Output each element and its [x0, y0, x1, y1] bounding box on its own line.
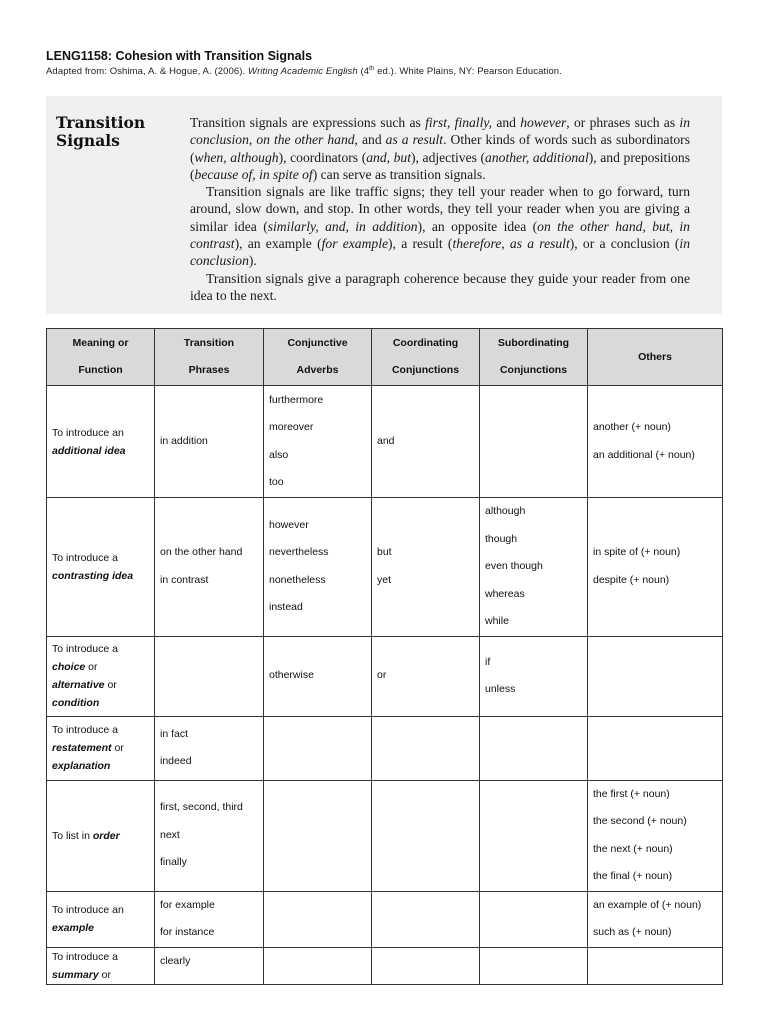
meaning-emphasis — [52, 679, 105, 691]
meaning-line — [52, 966, 149, 984]
cell-item: yet — [377, 573, 392, 586]
phrases-cell — [155, 891, 264, 947]
meaning-text: To list in — [52, 829, 93, 842]
meaning-emphasis-text: additional idea — [52, 444, 126, 457]
meaning-emphasis — [52, 661, 85, 673]
meaning-cell — [47, 780, 155, 891]
excerpt-text: ). — [248, 253, 257, 269]
citation-prefix: Adapted from: Oshima, A. & Hogue, A. (2006). — [46, 66, 248, 77]
meaning-emphasis-text: contrasting idea — [52, 569, 134, 582]
others-cell — [588, 498, 723, 637]
meaning-text: or — [111, 742, 124, 754]
meaning-line — [52, 739, 149, 757]
adverbs-cell — [264, 716, 372, 780]
column-header-line: Phrases — [188, 364, 230, 376]
excerpt-italic-text: when, although — [194, 149, 279, 165]
column-header — [372, 329, 480, 386]
excerpt-italic-text: therefore, as a result — [452, 236, 570, 252]
meaning-text: or — [85, 661, 98, 673]
cell-item: although — [485, 505, 526, 517]
meaning-emphasis — [52, 969, 99, 981]
excerpt-text: Transition signals are like traffic signs; they tell your reader when to go forward, turn around, slow down, and stop. In other words, they tell your reader when you are giving a similar idea ( — [190, 184, 690, 234]
document-title: LENG1158: Cohesion with Transition Signals — [46, 49, 313, 63]
excerpt-text: ), a result ( — [388, 236, 453, 252]
cell-item: an additional (+ noun) — [593, 448, 695, 461]
excerpt-italic-text: as a result — [385, 132, 444, 148]
meaning-line — [52, 901, 149, 919]
others-cell — [588, 947, 723, 984]
coordinating-cell — [372, 780, 480, 891]
meaning-text: or — [104, 679, 117, 691]
phrases-cell — [155, 716, 264, 780]
subordinating-cell — [480, 386, 588, 498]
meaning-line — [52, 549, 149, 567]
meaning-cell — [47, 386, 155, 498]
excerpt-text: ), coordinators ( — [278, 149, 367, 165]
column-header — [588, 329, 723, 386]
coordinating-cell — [372, 891, 480, 947]
cell-item: another (+ noun) — [593, 421, 671, 433]
cell-item: and — [377, 434, 395, 447]
excerpt-italic-text: because of, in spite of — [194, 166, 313, 182]
phrases-cell — [155, 386, 264, 498]
meaning-emphasis — [52, 760, 110, 772]
column-header-line: Coordinating — [392, 337, 459, 349]
cell-item: finally — [160, 856, 187, 869]
cell-item: the first (+ noun) — [593, 787, 670, 800]
meaning-text: To introduce a — [52, 950, 118, 963]
cell-item: in fact — [160, 727, 189, 740]
phrases-cell — [155, 947, 264, 984]
others-cell — [588, 716, 723, 780]
adverbs-cell — [264, 947, 372, 984]
excerpt-italic-text: however — [520, 115, 567, 130]
subordinating-cell — [480, 716, 588, 780]
meaning-emphasis-text: explanation — [52, 760, 111, 772]
meaning-text: To introduce a — [52, 551, 118, 564]
meaning-line — [52, 567, 149, 585]
meaning-line — [52, 658, 149, 676]
coordinating-cell — [372, 498, 480, 637]
excerpt-text: ), an example ( — [234, 236, 322, 252]
cell-item: on the other hand — [160, 546, 243, 559]
excerpt-italic-text: first, finally, — [425, 115, 493, 130]
column-header-line: Conjunctions — [499, 364, 568, 376]
column-header — [155, 329, 264, 386]
excerpt-italic-text: for example — [321, 236, 389, 252]
meaning-line — [52, 757, 149, 775]
cell-item: instead — [269, 601, 303, 614]
coordinating-cell — [372, 386, 480, 498]
meaning-line — [52, 640, 149, 658]
excerpt-text: , or phrases such as — [566, 115, 680, 130]
meaning-emphasis-text: alternative — [52, 679, 105, 691]
subordinating-cell — [480, 780, 588, 891]
adverbs-cell — [264, 891, 372, 947]
coordinating-cell — [372, 636, 480, 716]
meaning-emphasis — [93, 830, 120, 842]
table-row — [47, 891, 723, 947]
meaning-emphasis-text: restatement — [52, 742, 112, 754]
cell-item: while — [485, 615, 509, 627]
meaning-cell — [47, 716, 155, 780]
excerpt-text: Transition signals give a paragraph coherence because they guide your reader from one idea to the next. — [190, 270, 690, 303]
textbook-excerpt — [46, 96, 722, 314]
meaning-line — [52, 721, 149, 739]
cell-item: next — [160, 828, 180, 841]
meaning-cell — [47, 947, 155, 984]
excerpt-text: . Other kinds of words such as subordinators ( — [190, 132, 690, 165]
cell-item: the next (+ noun) — [593, 842, 673, 855]
citation-edition-open: (4 — [357, 66, 370, 77]
adverbs-cell — [264, 498, 372, 637]
excerpt-italic-text: in conclusion — [190, 236, 690, 269]
coordinating-cell — [372, 716, 480, 780]
table-header-row — [47, 329, 723, 386]
cell-item: the final (+ noun) — [593, 870, 673, 882]
subordinating-cell — [480, 498, 588, 637]
meaning-emphasis-text: example — [52, 922, 95, 934]
cell-item: in spite of (+ noun) — [593, 546, 681, 559]
excerpt-heading-line: Transition — [56, 113, 146, 132]
meaning-emphasis — [52, 922, 94, 934]
phrases-cell — [155, 780, 264, 891]
others-cell — [588, 891, 723, 947]
meaning-line — [52, 948, 149, 966]
cell-item: indeed — [160, 755, 192, 767]
excerpt-italic-text: on the other hand, but, in contrast — [190, 218, 690, 252]
excerpt-paragraph — [190, 114, 690, 183]
column-header-line: Subordinating — [497, 337, 570, 349]
column-header — [47, 329, 155, 386]
subordinating-cell — [480, 636, 588, 716]
column-header-line: Conjunctions — [391, 364, 460, 376]
meaning-emphasis-text: condition — [52, 697, 100, 709]
excerpt-body — [190, 114, 690, 304]
table-body — [47, 386, 723, 985]
table-row — [47, 498, 723, 637]
excerpt-text: , and — [354, 132, 386, 148]
others-cell — [588, 386, 723, 498]
cell-item: otherwise — [269, 669, 314, 682]
cell-item: for instance — [160, 926, 215, 938]
excerpt-text: and — [492, 115, 521, 130]
meaning-text: To introduce an — [52, 426, 124, 439]
excerpt-heading — [56, 114, 166, 150]
table-row — [47, 386, 723, 498]
table-row — [47, 716, 723, 780]
cell-item: such as (+ noun) — [593, 926, 672, 938]
cell-item: in contrast — [160, 573, 209, 586]
cell-item: though — [485, 532, 518, 545]
excerpt-italic-text: similarly, and, in addition — [267, 218, 418, 234]
others-cell — [588, 636, 723, 716]
adverbs-cell — [264, 386, 372, 498]
cell-item: unless — [485, 683, 516, 695]
cell-item: however — [269, 518, 309, 531]
source-citation — [46, 66, 562, 77]
excerpt-heading-line: Signals — [56, 131, 120, 150]
table-row — [47, 636, 723, 716]
column-header-line: Function — [78, 364, 123, 376]
cell-item: but — [377, 546, 392, 559]
cell-item: even though — [485, 560, 543, 572]
citation-edition-sup: th — [369, 65, 375, 72]
excerpt-paragraph — [190, 270, 690, 305]
adverbs-cell — [264, 780, 372, 891]
meaning-emphasis-text: choice — [52, 661, 86, 673]
cell-item: also — [269, 448, 289, 461]
cell-item: despite (+ noun) — [593, 573, 670, 586]
meaning-cell — [47, 636, 155, 716]
column-header — [264, 329, 372, 386]
cell-item: if — [485, 655, 491, 668]
excerpt-text: Transition signals are expressions such as — [190, 115, 426, 130]
meaning-line — [52, 694, 149, 712]
excerpt-text: ), and prepositions ( — [190, 149, 690, 182]
cell-item: moreover — [269, 421, 314, 433]
meaning-emphasis-text: summary — [52, 968, 99, 981]
cell-item: clearly — [160, 954, 191, 967]
meaning-emphasis — [52, 570, 133, 582]
meaning-text: or — [98, 968, 111, 981]
cell-item: first, second, third — [160, 801, 243, 814]
meaning-text: To introduce a — [52, 724, 118, 736]
column-header-line: Adverbs — [296, 364, 339, 376]
meaning-line — [52, 424, 149, 442]
excerpt-paragraph — [190, 183, 690, 269]
excerpt-italic-text: in conclusion, on the other hand — [190, 115, 690, 148]
phrases-cell — [155, 498, 264, 637]
meaning-line — [52, 442, 149, 460]
phrases-cell — [155, 636, 264, 716]
meaning-emphasis — [52, 445, 126, 457]
adverbs-cell — [264, 636, 372, 716]
meaning-emphasis — [52, 742, 112, 754]
excerpt-text: ), adjectives ( — [411, 149, 486, 165]
others-cell — [588, 780, 723, 891]
excerpt-italic-text: and, but — [366, 149, 411, 165]
subordinating-cell — [480, 947, 588, 984]
meaning-line — [52, 919, 149, 937]
coordinating-cell — [372, 947, 480, 984]
column-header — [480, 329, 588, 386]
subordinating-cell — [480, 891, 588, 947]
cell-item: furthermore — [269, 393, 324, 406]
excerpt-text: ) can serve as transition signals. — [312, 166, 486, 182]
meaning-line — [52, 676, 149, 694]
meaning-emphasis — [52, 697, 99, 709]
column-header-line: Transition — [183, 337, 235, 349]
column-header-line: Others — [638, 350, 672, 363]
transition-signals-table — [46, 328, 723, 985]
meaning-emphasis-text: order — [92, 829, 120, 842]
table-row — [47, 780, 723, 891]
cell-item: in addition — [160, 434, 208, 447]
excerpt-text: ), or a conclusion ( — [569, 236, 680, 252]
cell-item: too — [269, 476, 284, 488]
cell-item: nevertheless — [269, 546, 329, 559]
column-header-line: Conjunctive — [287, 337, 348, 349]
column-header-line: Meaning or — [72, 337, 129, 349]
meaning-cell — [47, 498, 155, 637]
cell-item: for example — [160, 898, 215, 911]
citation-suffix: ed.). White Plains, NY: Pearson Education. — [374, 66, 562, 77]
table-row — [47, 947, 723, 984]
citation-book-title: Writing Academic English — [248, 66, 358, 77]
meaning-text: To introduce an — [52, 904, 124, 916]
cell-item: or — [377, 669, 387, 682]
cell-item: nonetheless — [269, 573, 326, 586]
meaning-text: To introduce a — [52, 643, 118, 655]
meaning-line — [52, 827, 149, 845]
meaning-cell — [47, 891, 155, 947]
excerpt-italic-text: another, additional — [485, 149, 589, 165]
cell-item: the second (+ noun) — [593, 815, 687, 827]
excerpt-text: ), an opposite idea ( — [417, 218, 538, 234]
cell-item: an example of (+ noun) — [593, 898, 702, 911]
cell-item: whereas — [485, 587, 525, 600]
